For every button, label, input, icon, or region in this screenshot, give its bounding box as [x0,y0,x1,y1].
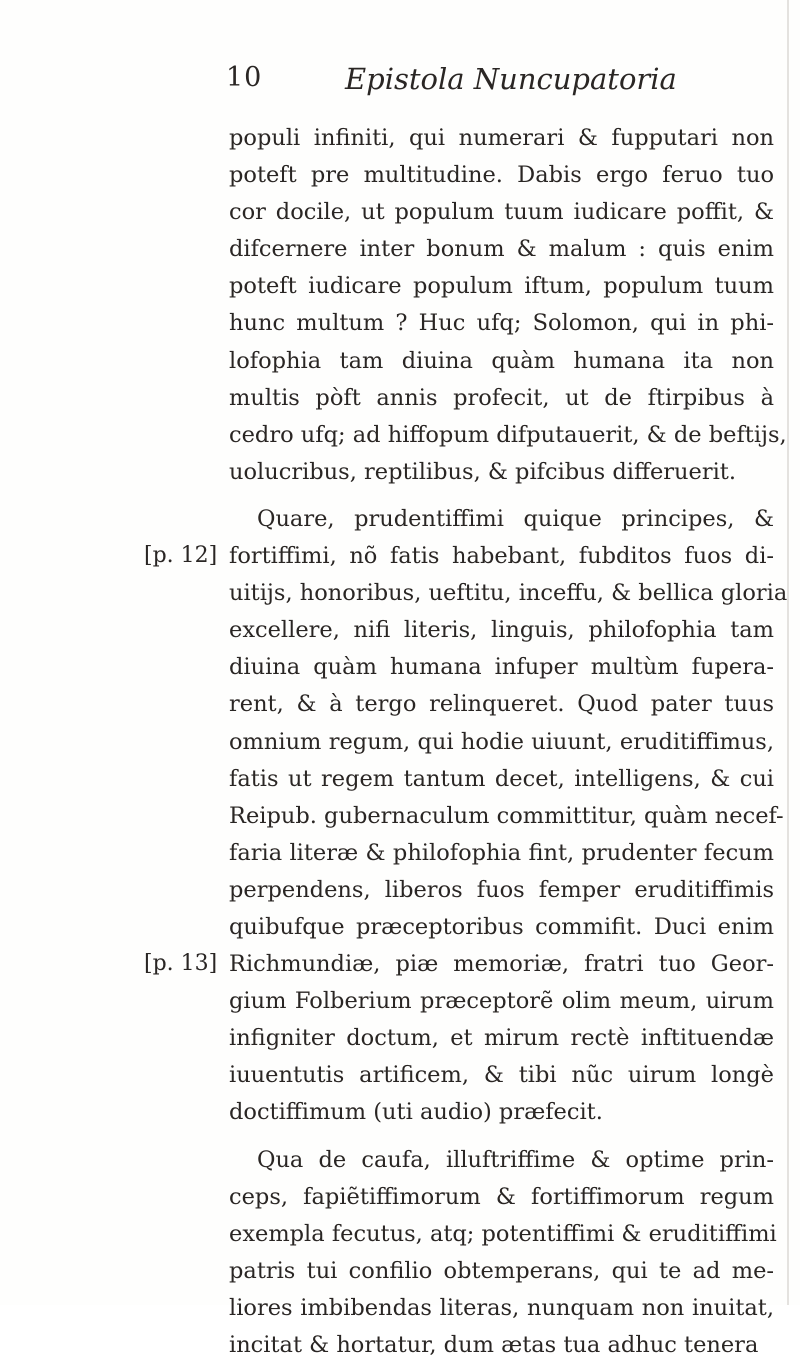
text-line: Quare, prudentiffimi quique principes, & [257,505,774,532]
running-title: Epistola Nuncupatoria [345,62,677,96]
text-line: exempla fecutus, atq; potentiffimi & eruditiffimi [229,1220,777,1247]
text-line: excellere, nifi literis, linguis, philofophia tam [229,617,774,644]
text-line: diuina quàm humana infuper multùm fupera- [229,654,774,681]
text-line: poteft iudicare populum iftum, populum tuum [229,273,774,300]
text-line: ceps, fapiẽtiffimorum & fortiffimorum regum [229,1183,774,1210]
text-line: incitat & hortatur, dum ætas tua adhuc tenera [229,1332,759,1358]
text-line: omnium regum, qui hodie uiuunt, eruditiffimus, [229,728,774,755]
text-line: Qua de caufa, illuftriffime & optime prin- [257,1146,774,1173]
page-edge-shadow [787,0,789,1305]
text-line: infigniter doctum, et mirum rectè inftituendæ [229,1025,774,1052]
text-line: quibufque præceptoribus commifit. Duci enim [229,913,774,940]
text-line: poteft pre multitudine. Dabis ergo feruo tuo [229,162,774,189]
body-text [229,120,788,1364]
text-line: fatis ut regem tantum decet, intelligens, & cui [229,765,774,792]
text-line: Richmundiæ, piæ memoriæ, fratri tuo Geor- [229,951,774,978]
margin-page-ref: [p. 12] [144,543,218,569]
text-line: doctiffimum (uti audio) præfecit. [229,1099,603,1126]
margin-page-ref: [p. 13] [144,951,218,977]
text-line: cor docile, ut populum tuum iudicare poffit, & [229,199,774,226]
text-line: iuuentutis artificem, & tibi nũc uirum longè [229,1062,774,1089]
text-line: perpendens, liberos fuos femper eruditiffimis [229,876,774,903]
paragraph-gap [229,1132,774,1142]
paragraph-gap [229,491,774,501]
text-line: faria literæ & philofophia fint, prudenter fecum [229,839,774,866]
text-line: cedro ufq; ad hiffopum difputauerit, & de beftijs, [229,421,787,448]
text-line: difcernere inter bonum & malum : quis enim [229,236,774,263]
text-line: uitijs, honoribus, ueftitu, inceffu, & bellica gloria [229,580,788,607]
text-line: Reipub. gubernaculum committitur, quàm necef- [229,802,784,829]
running-head [0,62,800,102]
text-line: gium Folberium præceptorẽ olim meum, uirum [229,988,774,1015]
text-line: populi infiniti, qui numerari & fupputari non [229,125,774,151]
text-line: uolucribus, reptilibus, & pifcibus differuerit. [229,458,736,485]
text-line: rent, & à tergo relinqueret. Quod pater tuus [229,691,774,718]
text-line: lofophia tam diuina quàm humana ita non [229,347,774,374]
page-number: 10 [226,62,263,93]
text-line: multis pòft annis profecit, ut de ftirpibus à [229,384,774,411]
text-line: liores imbibendas literas, nunquam non inuitat, [229,1294,774,1321]
text-line: patris tui confilio obtemperans, qui te ad me- [229,1257,774,1284]
text-line: hunc multum ? Huc ufq; Solomon, qui in phi- [229,310,774,337]
text-line: fortiffimi, nõ fatis habebant, fubditos fuos di- [229,543,774,570]
